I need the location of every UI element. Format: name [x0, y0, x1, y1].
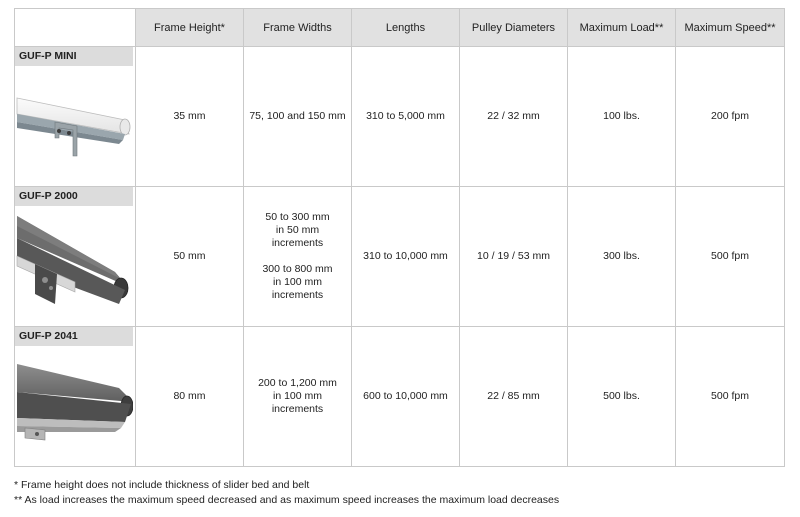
frame-widths-line: 50 to 300 mm [265, 211, 330, 223]
pulley-diameters-cell: 22 / 32 mm [460, 47, 568, 187]
frame-widths-line: in 100 mm [272, 276, 323, 288]
header-pulley-diameters: Pulley Diameters [460, 9, 568, 47]
frame-widths-line: 200 to 1,200 mm [258, 377, 337, 389]
frame-widths-cell [244, 327, 352, 467]
spec-table [14, 8, 785, 467]
lengths-cell: 310 to 10,000 mm [352, 187, 460, 327]
max-speed-cell: 500 fpm [676, 187, 785, 327]
max-speed-cell: 500 fpm [676, 327, 785, 467]
product-cell [15, 47, 136, 187]
product-name: GUF-P MINI [15, 47, 133, 66]
footnote-load-speed: ** As load increases the maximum speed decreased and as maximum speed increases the maximum load decreases [14, 494, 560, 506]
header-maximum-speed: Maximum Speed** [676, 9, 785, 47]
header-lengths: Lengths [352, 9, 460, 47]
pulley-diameters-cell: 10 / 19 / 53 mm [460, 187, 568, 327]
max-load-cell: 100 lbs. [568, 47, 676, 187]
frame-widths-line: in 100 mm [272, 390, 323, 402]
header-frame-widths: Frame Widths [244, 9, 352, 47]
frame-widths-spacer [244, 250, 351, 263]
frame-widths-cell [244, 187, 352, 327]
frame-widths-line: increments [271, 289, 324, 301]
header-frame-height: Frame Height* [136, 9, 244, 47]
product-name: GUF-P 2000 [15, 187, 133, 206]
max-load-cell: 300 lbs. [568, 187, 676, 327]
lengths-cell: 310 to 5,000 mm [352, 47, 460, 187]
table-row [15, 327, 785, 467]
frame-height-cell: 35 mm [136, 47, 244, 187]
frame-widths-line: 75, 100 and 150 mm [249, 110, 346, 122]
header-row [15, 9, 785, 47]
max-speed-cell: 200 fpm [676, 47, 785, 187]
header-corner [15, 9, 136, 47]
frame-widths-line: in 50 mm [275, 224, 320, 236]
max-load-cell: 500 lbs. [568, 327, 676, 467]
frame-widths-line: 300 to 800 mm [262, 263, 333, 275]
table-row [15, 187, 785, 327]
frame-height-cell: 80 mm [136, 327, 244, 467]
conveyor-2000-image [15, 208, 133, 320]
product-name: GUF-P 2041 [15, 327, 133, 346]
pulley-diameters-cell: 22 / 85 mm [460, 327, 568, 467]
product-cell [15, 187, 136, 327]
conveyor-2041-image [15, 348, 133, 460]
frame-widths-line: increments [271, 403, 324, 415]
frame-height-cell: 50 mm [136, 187, 244, 327]
lengths-cell: 600 to 10,000 mm [352, 327, 460, 467]
product-cell [15, 327, 136, 467]
header-maximum-load: Maximum Load** [568, 9, 676, 47]
frame-widths-cell [244, 47, 352, 187]
table-row [15, 47, 785, 187]
frame-widths-line: increments [271, 237, 324, 249]
conveyor-mini-image [15, 68, 133, 180]
footnote-frame-height: * Frame height does not include thickness of slider bed and belt [14, 479, 310, 491]
